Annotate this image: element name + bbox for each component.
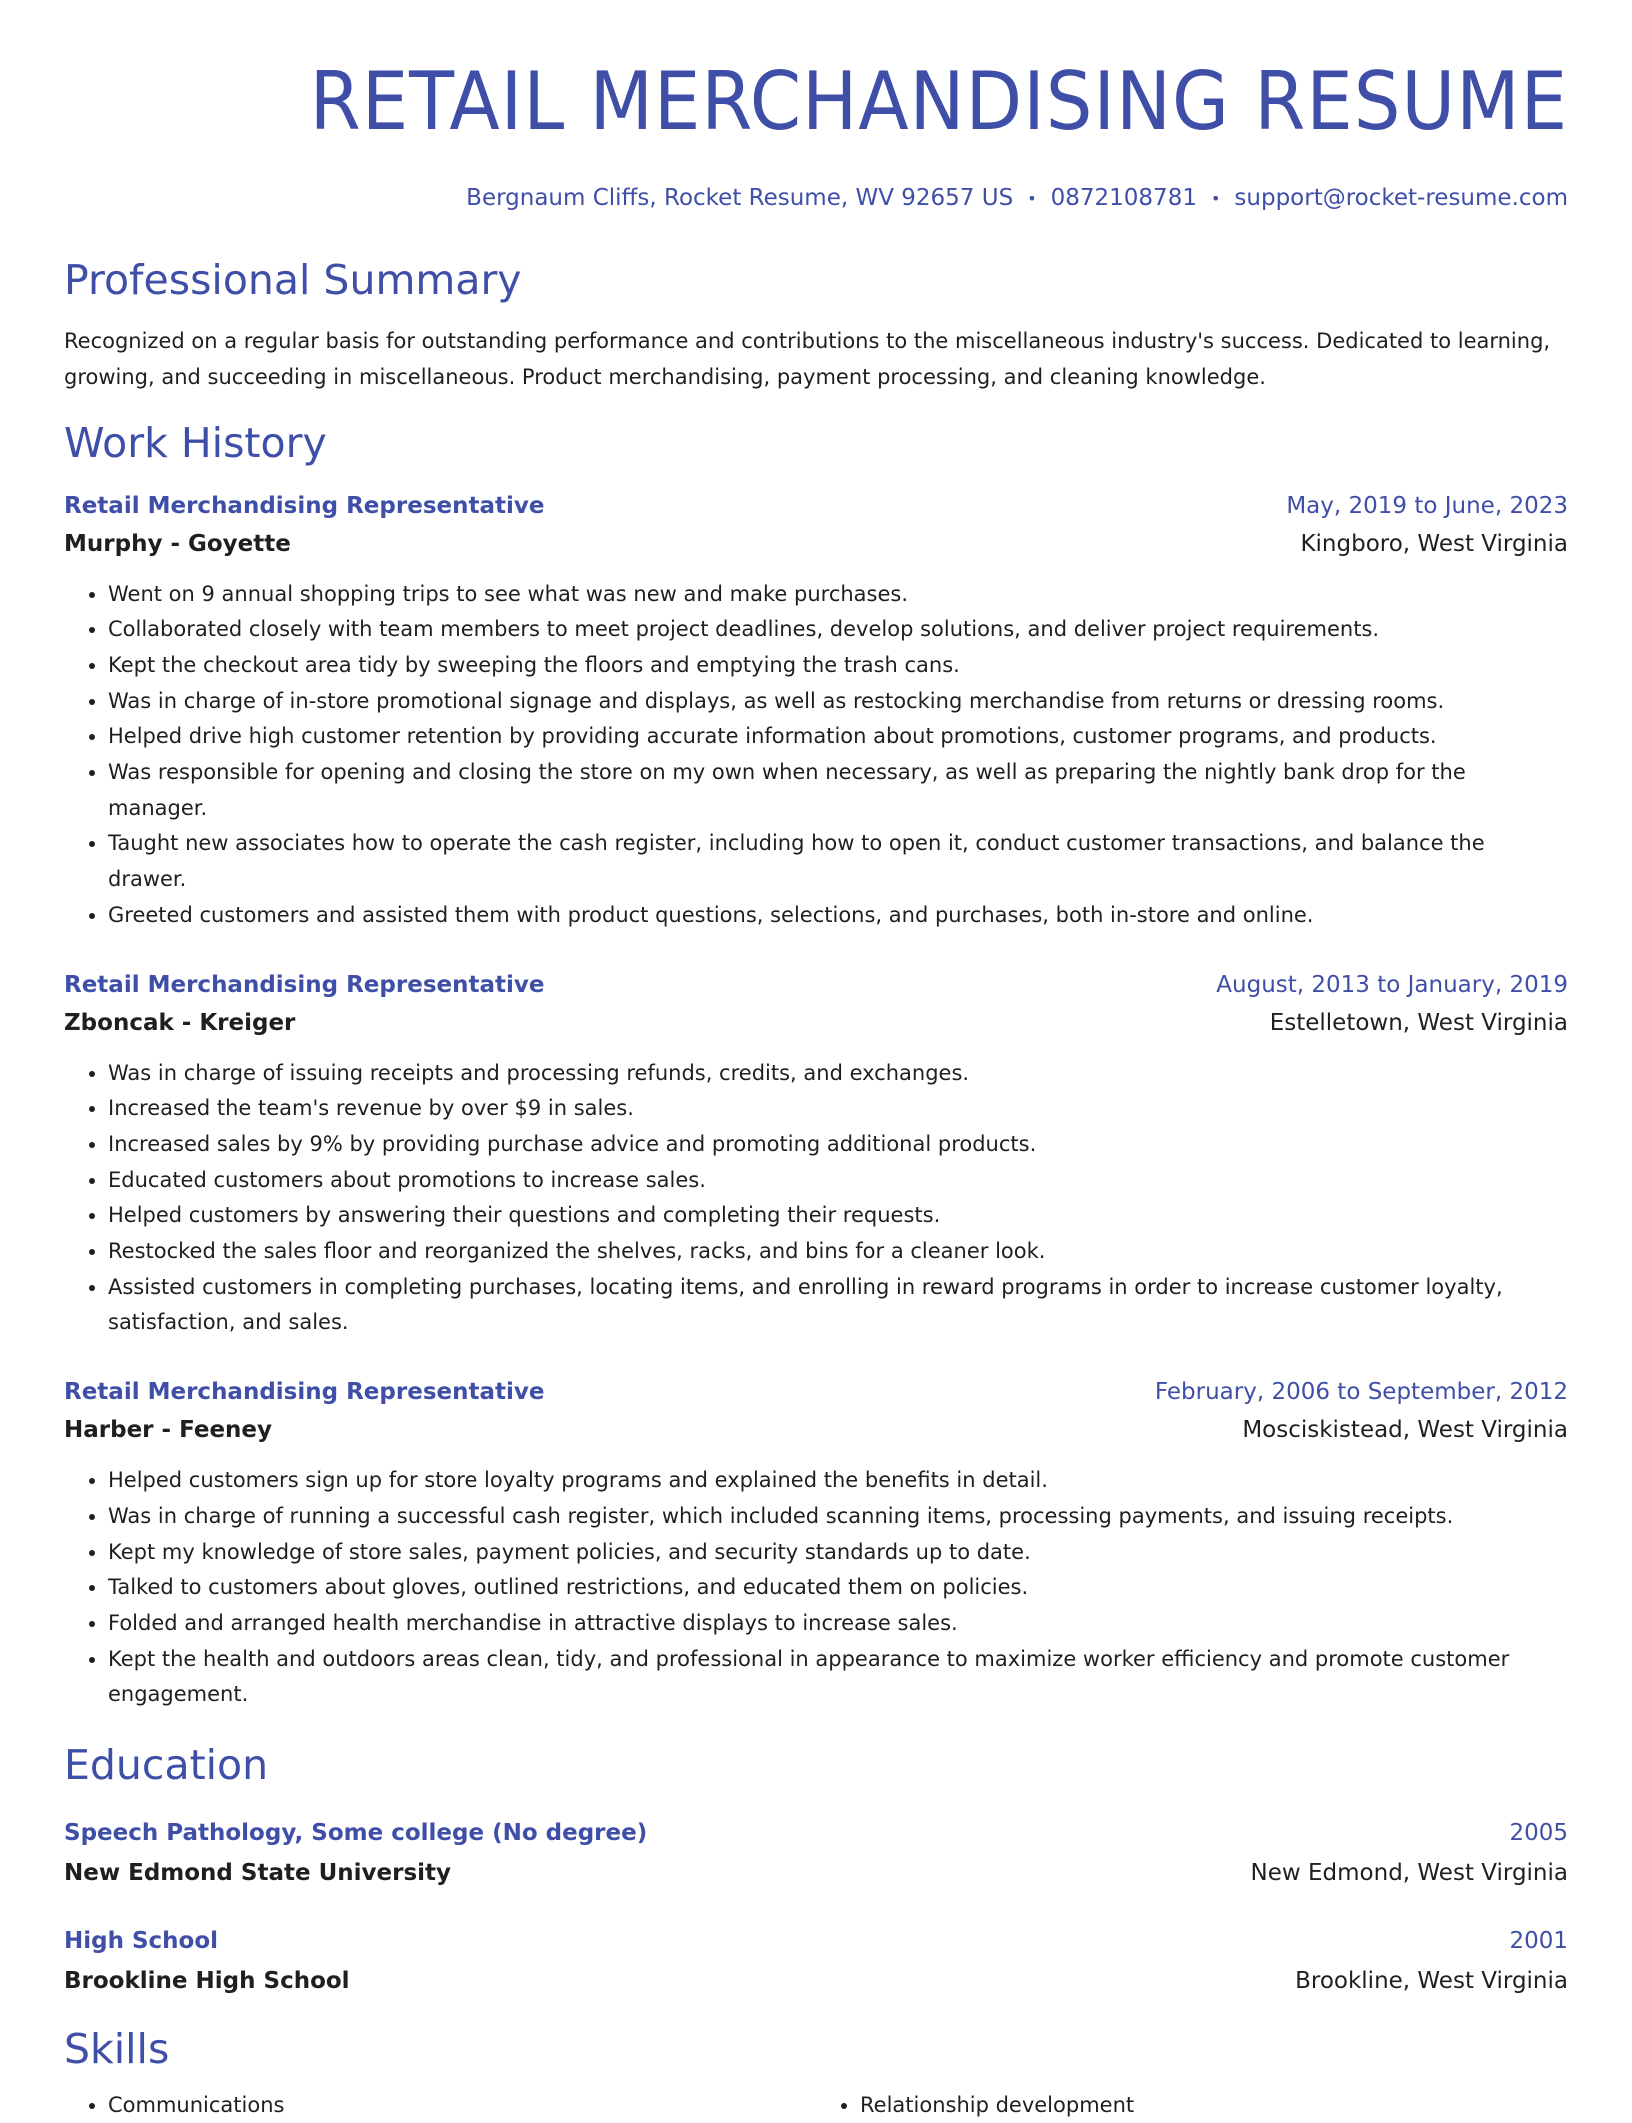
education-degree: Speech Pathology, Some college (No degree) — [64, 1820, 648, 1847]
education-location: Brookline, West Virginia — [1295, 1968, 1568, 1995]
contact-email: support@rocket-resume.com — [1234, 185, 1568, 211]
job-bullet: • Kept my knowledge of store sales, payment policies, and security standards up to date. — [108, 1535, 1568, 1571]
job-bullets — [64, 1056, 1568, 1342]
summary-text: Recognized on a regular basis for outstanding performance and contributions to the miscellaneous industry's success. Dedicated to learning, growing, and succeeding in miscellaneous. Product merchandising, payment processing, and cleaning knowledge. — [64, 328, 1551, 389]
contact-separator: • — [1210, 188, 1221, 208]
contact-address: Bergnaum Cliffs, Rocket Resume, WV 92657 US — [466, 185, 1014, 211]
education-school: New Edmond State University — [64, 1860, 452, 1887]
education-entry — [64, 1921, 1568, 2001]
job-bullets — [64, 1463, 1568, 1713]
job-bullets — [64, 577, 1568, 934]
job-entry — [64, 966, 1568, 1342]
skills-column-left — [64, 2087, 816, 2123]
contact-separator: • — [1027, 188, 1037, 208]
job-location: Estelletown, West Virginia — [1269, 1009, 1568, 1036]
job-entry — [64, 1373, 1568, 1713]
job-bullet: • Kept the health and outdoors areas clean, tidy, and professional in appearance to maximize worker efficiency and promote customer engagement. — [108, 1642, 1568, 1713]
job-bullet: • Was in charge of running a successful cash register, which included scanning items, processing payments, and issuing receipts. — [108, 1499, 1568, 1535]
skills-list — [64, 2087, 1568, 2123]
job-bullet: • Increased the team's revenue by over $9 in sales. — [108, 1091, 1568, 1127]
job-company: Zboncak - Kreiger — [64, 1009, 296, 1036]
job-location: Kingboro, West Virginia — [1300, 530, 1568, 557]
skills-heading: Skills — [64, 2025, 170, 2074]
education-degree: High School — [64, 1928, 219, 1955]
job-bullet: • Was in charge of in-store promotional signage and displays, as well as restocking merchandise from returns or dressing rooms. — [108, 684, 1568, 720]
job-bullet: • Was responsible for opening and closing the store on my own when necessary, as well as preparing the nightly bank drop for the manager. — [108, 755, 1568, 826]
job-dates: May, 2019 to June, 2023 — [1286, 492, 1568, 519]
job-bullet: • Helped customers by answering their questions and completing their requests. — [108, 1198, 1568, 1234]
contact-phone: 0872108781 — [1050, 185, 1197, 211]
resume-page — [64, 0, 1568, 2123]
summary-heading: Professional Summary — [64, 255, 522, 304]
job-title: Retail Merchandising Representative — [64, 1379, 545, 1406]
education-entry — [64, 1813, 1568, 1893]
job-bullet: • Was in charge of issuing receipts and processing refunds, credits, and exchanges. — [108, 1056, 1568, 1092]
job-bullet: • Talked to customers about gloves, outlined restrictions, and educated them on policies. — [108, 1570, 1568, 1606]
job-bullet: • Greeted customers and assisted them with product questions, selections, and purchases, both in-store and online. — [108, 898, 1568, 934]
job-bullet: • Kept the checkout area tidy by sweeping the floors and emptying the trash cans. — [108, 648, 1568, 684]
skill-item: • Communications — [108, 2087, 816, 2123]
education-heading: Education — [64, 1741, 269, 1790]
job-dates: August, 2013 to January, 2019 — [1216, 971, 1568, 998]
job-bullet: • Assisted customers in completing purchases, locating items, and enrolling in reward programs in order to increase customer loyalty, satisfaction, and sales. — [108, 1270, 1568, 1341]
job-bullet: • Educated customers about promotions to increase sales. — [108, 1163, 1568, 1199]
job-company: Harber - Feeney — [64, 1417, 273, 1444]
job-bullet: • Went on 9 annual shopping trips to see what was new and make purchases. — [108, 577, 1568, 613]
skill-item: • Relationship development — [860, 2087, 1568, 2123]
job-entry — [64, 487, 1568, 934]
job-bullet: • Increased sales by 9% by providing purchase advice and promoting additional products. — [108, 1127, 1568, 1163]
job-company: Murphy - Goyette — [64, 530, 291, 557]
job-title: Retail Merchandising Representative — [64, 971, 545, 998]
resume-title: RETAIL MERCHANDISING RESUME — [309, 55, 1569, 148]
education-location: New Edmond, West Virginia — [1250, 1860, 1568, 1887]
job-location: Mosciskistead, West Virginia — [1242, 1417, 1568, 1444]
job-bullet: • Restocked the sales floor and reorganized the shelves, racks, and bins for a cleaner look. — [108, 1234, 1568, 1270]
job-bullet: • Collaborated closely with team members to meet project deadlines, develop solutions, and deliver project requirements. — [108, 612, 1568, 648]
job-bullet: • Folded and arranged health merchandise in attractive displays to increase sales. — [108, 1606, 1568, 1642]
job-dates: February, 2006 to September, 2012 — [1154, 1379, 1568, 1406]
education-year: 2001 — [1509, 1928, 1568, 1955]
contact-line — [64, 183, 1568, 214]
job-bullet: • Helped customers sign up for store loyalty programs and explained the benefits in detail. — [108, 1463, 1568, 1499]
job-title: Retail Merchandising Representative — [64, 492, 545, 519]
education-year: 2005 — [1509, 1820, 1568, 1847]
education-school: Brookline High School — [64, 1968, 350, 1995]
work-history-heading: Work History — [64, 418, 327, 467]
job-bullet: • Taught new associates how to operate the cash register, including how to open it, conduct customer transactions, and balance the drawer. — [108, 826, 1568, 897]
job-bullet: • Helped drive high customer retention by providing accurate information about promotions, customer programs, and products. — [108, 719, 1568, 755]
skills-column-right — [816, 2087, 1568, 2123]
